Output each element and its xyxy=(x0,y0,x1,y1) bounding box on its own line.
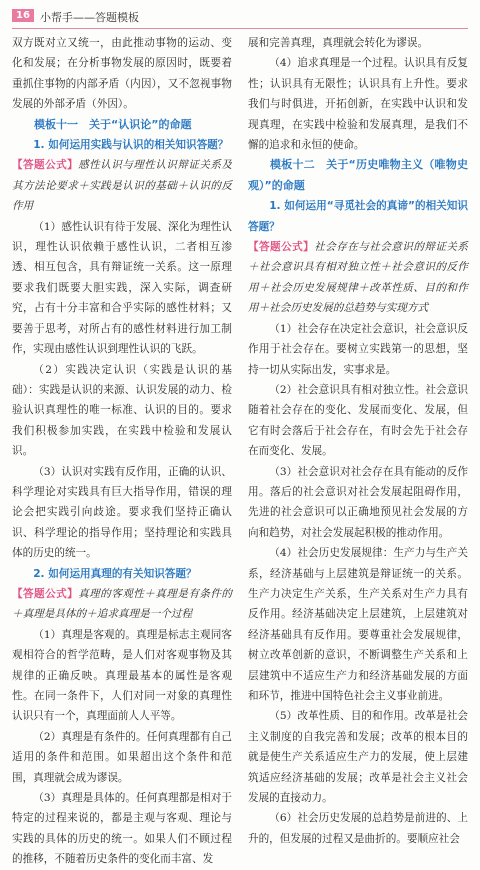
formula-text: 社会存在与社会意识的辩证关系＋社会意识具有相对独立性＋社会意识的反作用＋社会历史发展规律＋改革性质、目的和作用＋社会历史发展的总趋势与实现方式 xyxy=(248,241,469,315)
module-12-title: 模板十二 关于“历史唯物主义（唯物史观）”的命题 xyxy=(248,158,468,192)
page-number: 16 xyxy=(12,9,34,22)
formula-text: 感性认识与理性认识辩证关系及其方法论要求＋实践是认识的基础＋认识的反作用 xyxy=(12,159,233,213)
formula-text: 真理的客观性＋真理是有条件的＋真理是具体的＋追求真理是一个过程 xyxy=(12,587,233,621)
running-title: 小帮手——答题模板 xyxy=(40,11,139,24)
body-paragraph: （4）社会历史发展规律：生产力与生产关系，经济基础与上层建筑是辩证统一的关系。生产力决定生产关系，生产关系对生产力具有反作用。经济基础决定上层建筑，上层建筑对经济基础具有反作用。要尊重社会发展规律，树立改革创新的意识，不断调整生产关系和上层建筑中不适应生产力和经济基础发展的方面和环节，推进中国特色社会主义事业前进。 xyxy=(248,547,468,702)
formula-block xyxy=(12,584,232,625)
formula-label: 【答题公式】 xyxy=(12,159,79,172)
body-paragraph: （6）社会历史发展的总趋势是前进的、上升的，但发展的过程又是曲折的。要顺应社会 xyxy=(248,812,468,845)
body-paragraph: （4）追求真理是一个过程。认识具有反复性；认识具有无限性；认识具有上升性。要求我们与时俱进，开拓创新，在实践中认识和发现真理，在实践中检验和发展真理，是我们不懈的追求和永恒的使命。 xyxy=(248,57,468,152)
question-title: 1. 如何运用实践与认识的相关知识答题？ xyxy=(33,139,229,152)
left-column xyxy=(12,33,232,870)
right-column xyxy=(248,33,468,849)
body-paragraph: （3）真理是具体的。任何真理都是相对于特定的过程来说的，都是主观与客观、理论与实践的具体的历史的统一。如果人们不顾过程的推移，不随着历史条件的变化而丰富、发 xyxy=(12,792,232,866)
body-paragraph: （5）改革性质、目的和作用。改革是社会主义制度的自我完善和发展；改革的根本目的就是使生产关系适应生产力的发展，使上层建筑适应经济基础的发展；改革是社会主义社会发展的直接动力。 xyxy=(248,710,468,805)
formula-label: 【答题公式】 xyxy=(12,587,79,600)
body-paragraph: （2）实践决定认识（实践是认识的基础）：实践是认识的来源、认识发展的动力、检验认识真理性的唯一标准、认识的目的。要求我们积极参加实践，在实践中检验和发展认识。 xyxy=(12,363,232,458)
body-paragraph: （1）真理是客观的。真理是标志主观同客观相符合的哲学范畴，是人们对客观事物及其规律的正确反映。真理最基本的属性是客观性。在同一条件下，人们对同一对象的真理性认识只有一个，真理面前人人平等。 xyxy=(12,628,232,723)
body-paragraph: （3）社会意识对社会存在具有能动的反作用。落后的社会意识对社会发展起阻碍作用，先进的社会意识可以正确地预见社会发展的方向和趋势，对社会发展起积极的推动作用。 xyxy=(248,465,468,539)
body-paragraph: （2）真理是有条件的。任何真理都有自己适用的条件和范围。如果超出这个条件和范围，真理就会成为谬误。 xyxy=(12,730,232,784)
body-paragraph: （1）感性认识有待于发展、深化为理性认识，理性认识依赖于感性认识，二者相互渗透、相互包含，具有辩证统一关系。这一原理要求我们既要大胆实践，深入实际，调查研究，占有十分丰富和合乎实际的感性材料；又要善于思考，对所占有的感性材料进行加工制作，实现由感性认识到理性认识的飞跃。 xyxy=(12,220,232,356)
body-paragraph: （1）社会存在决定社会意识，社会意识反作用于社会存在。要树立实践第一的思想，坚持一切从实际出发，实事求是。 xyxy=(248,322,468,376)
formula-block xyxy=(12,155,232,216)
formula-block xyxy=(248,237,468,319)
module-11-title: 模板十一 关于“认识论”的命题 xyxy=(34,117,192,131)
continuation-paragraph: 展和完善真理，真理就会转化为谬误。 xyxy=(248,37,429,49)
intro-paragraph: 双方既对立又统一，由此推动事物的运动、变化和发展；在分析事物发展的原因时，既要着重抓住事物的内部矛盾（内因），又不忽视事物发展的外部矛盾（外因）。 xyxy=(12,37,232,111)
body-paragraph: （2）社会意识具有相对独立性。社会意识随着社会存在的变化、发展而变化、发展，但它有时会落后于社会存在，有时会先于社会存在而变化、发展。 xyxy=(248,383,468,458)
page-header xyxy=(12,6,468,29)
formula-label: 【答题公式】 xyxy=(248,241,315,254)
question-title: 1. 如何运用“寻觅社会的真谛”的相关知识答题？ xyxy=(248,200,468,233)
question-title: 2. 如何运用真理的有关知识答题？ xyxy=(33,567,197,580)
body-paragraph: （3）认识对实践有反作用，正确的认识、科学理论对实践具有巨大指导作用，错误的理论会把实践引向歧途。要求我们坚持正确认识、科学理论的指导作用；坚持理论和实践具体的历史的统一。 xyxy=(12,465,232,560)
